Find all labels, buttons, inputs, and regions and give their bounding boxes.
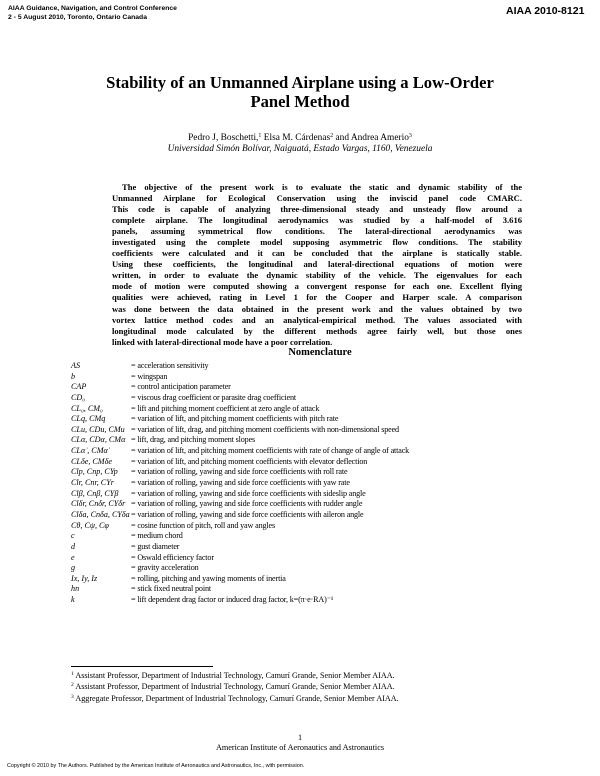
footnote-text: Aggregate Professor, Department of Industrial Technology, Camurí Grande, Senior Member AIAA. [73,693,399,703]
nomenclature-definition: = wingspan [131,371,168,381]
nomenclature-entry [71,425,541,436]
nomenclature-definition: = variation of lift, drag, and pitching moment coefficients with non-dimensional speed [131,424,399,434]
nomenclature-entry [71,457,541,468]
page-footer [0,733,600,753]
nomenclature-symbol: k [71,595,75,605]
nomenclature-definition: = variation of rolling, yawing and side force coefficients with yaw rate [131,478,350,488]
nomenclature-entry [71,467,541,478]
nomenclature-entry [71,584,541,595]
publisher-line: American Institute of Aeronautics and Astronautics [215,743,385,752]
nomenclature-entry [71,574,541,585]
abstract-line: mode of motion were computed showing a convergent response for each one. Excellent flying [112,281,522,292]
abstract-line: The objective of the present work is to evaluate the static and dynamic stability of the [122,182,522,192]
nomenclature-definition: = gravity acceleration [131,563,199,573]
nomenclature-definition: = rolling, pitching and yawing moments of inertia [131,573,286,583]
nomenclature-definition: = control anticipation parameter [131,382,231,392]
nomenclature-definition: = variation of rolling, yawing and side force coefficients with sideslip angle [131,488,366,498]
abstract-line: was done between the data obtained in the present work and the values obtained by two [112,303,522,314]
nomenclature-symbol: CD₀ [71,392,86,402]
nomenclature-symbol: Ix, Iy, Iz [71,573,98,583]
title-line-2: Panel Method [250,92,350,111]
conference-name: AIAA Guidance, Navigation, and Control Conference [8,5,177,12]
nomenclature-entry [71,521,541,532]
abstract-line: Using these coefficients, the longitudinal and lateral-directional equations of motion were [112,259,522,270]
footnotes [71,670,399,704]
nomenclature-entry [71,435,541,446]
nomenclature-entry [71,489,541,500]
footnote-text: Assistant Professor, Department of Industrial Technology, Camurí Grande, Senior Member AIAA. [73,682,395,692]
nomenclature-definition: = variation of rolling, yawing and side force coefficients with aileron angle [131,509,364,519]
nomenclature-list [71,361,541,606]
abstract-line: longitudinal mode calculated by the different methods agree fairly well, but those ones [112,325,522,336]
nomenclature-entry [71,563,541,574]
nomenclature-definition: = lift dependent drag factor or induced drag factor, k=(π·e·RA)⁻¹ [131,595,334,605]
nomenclature-symbol: Clp, Cnp, CYp [71,467,118,477]
nomenclature-symbol: CL₀, CM₀ [71,403,103,413]
author-block [0,133,600,155]
nomenclature-entry [71,414,541,425]
abstract-line: written, in order to evaluate the dynamic stability of the vehicle. The eigenvalues for each [112,270,522,281]
abstract-line: linked with lateral-directional mode have a poor correlation. [112,336,333,347]
abstract-line: qualities were achieved, rating in Level 1 for the Cooper and Harper scale. A comparison [112,292,522,303]
nomenclature-symbol: e [71,552,75,562]
nomenclature-entry [71,382,541,393]
abstract-line: This code is capable of analyzing three-dimensional steady and unsteady flow around a [112,204,522,215]
footnote-text: Assistant Professor, Department of Industrial Technology, Camurí Grande, Senior Member AIAA. [73,671,395,680]
abstract-line: Unmanned Airplane for Ecological Conservation using the inviscid panel code CMARC. [112,193,522,204]
author-1-footnote-mark: 1 [258,133,262,139]
nomenclature-symbol: CLu, CDu, CMu [71,424,125,434]
nomenclature-definition: = viscous drag coefficient or parasite drag coefficient [131,392,297,402]
nomenclature-entry [71,542,541,553]
nomenclature-entry [71,553,541,564]
abstract-line: investigated using the complete model supposing asymmetric flow conditions. The stability [112,237,522,248]
footnote-divider [71,666,213,667]
nomenclature-entry [71,478,541,489]
nomenclature-definition: = variation of lift, and pitching moment coefficients with rate of change of angle of attack [131,446,410,456]
nomenclature-entry [71,595,541,606]
footnote [71,670,399,681]
title-line-1: Stability of an Unmanned Airplane using a Low-Order [106,73,494,92]
nomenclature-entry [71,499,541,510]
nomenclature-heading: Nomenclature [288,347,352,358]
nomenclature-symbol: AS [71,361,81,370]
abstract [112,182,522,348]
nomenclature-entry [71,446,541,457]
author-2-footnote-mark: 2 [330,133,334,139]
footnote-mark: 2 [71,682,74,689]
footnote [71,693,399,704]
abstract-line: vortex lattice method codes and an analytical-empirical method. The values associated with [112,314,522,325]
nomenclature-entry [71,393,541,404]
nomenclature-definition: = variation of rolling, yawing and side force coefficients with rudder angle [131,499,363,509]
nomenclature-symbol: d [71,541,76,551]
nomenclature-definition: = medium chord [131,531,183,541]
nomenclature-definition: = lift and pitching moment coefficient at zero angle of attack [131,403,320,413]
paper-id: AIAA 2010-8121 [506,5,585,17]
footnote-mark: 3 [71,693,74,700]
paper-title [0,73,600,111]
nomenclature-definition: = variation of lift, and pitching moment coefficients with pitch rate [131,414,339,424]
author-3: and Andrea Amerio [333,133,409,143]
nomenclature-definition: = gust diameter [131,541,180,551]
nomenclature-entry [71,361,541,372]
nomenclature-symbol: c [71,531,75,541]
nomenclature-symbol: g [71,563,76,573]
nomenclature-entry [71,372,541,383]
nomenclature-symbol: Clδr, Cnδr, CYδr [71,499,126,509]
nomenclature-definition: = cosine function of pitch, roll and yaw angles [131,520,275,530]
abstract-line: complete airplane. The longitudinal aerodynamics was studied by a half-model of 3.616 [112,215,522,226]
nomenclature-symbol: Cθ, Cψ, Cφ [71,520,109,530]
abstract-line: coefficients were calculated and it can be concluded that the airplane is statically stable. [112,248,522,259]
nomenclature-definition: = stick fixed neutral point [131,584,211,594]
author-3-footnote-mark: 3 [408,133,412,139]
footnote [71,681,399,692]
nomenclature-symbol: CLα̇ , CMα̇ [71,446,108,456]
author-2: Elsa M. Cárdenas [261,133,331,143]
nomenclature-symbol: Clβ, Cnβ, CYβ [71,488,119,498]
nomenclature-definition: = acceleration sensitivity [131,361,209,370]
page-number: 1 [297,733,303,742]
nomenclature-symbol: hn [71,584,80,594]
affiliation: Universidad Simón Bolívar, Naiguatá, Estado Vargas, 1160, Venezuela [167,144,433,154]
nomenclature-definition: = Oswald efficiency factor [131,552,214,562]
nomenclature-definition: = variation of rolling, yawing and side force coefficients with roll rate [131,467,348,477]
nomenclature-entry [71,510,541,521]
conference-dates: 2 - 5 August 2010, Toronto, Ontario Canada [8,13,147,21]
nomenclature-symbol: CAP [71,382,87,392]
nomenclature-symbol: Clδa, Cnδa, CYδa [71,509,130,519]
nomenclature-entry [71,404,541,415]
nomenclature-symbol: CLδe, CMδe [71,456,112,466]
nomenclature-entry [71,531,541,542]
abstract-line: panels, assuming symmetrical flow conditions. The lateral-directional aerodynamics was [112,226,522,237]
author-1: Pedro J, Boschetti, [188,133,259,143]
copyright-notice: Copyright © 2010 by The Authors. Published by the American Institute of Aeronautics and Astronautics, Inc., with permission. [7,763,305,769]
nomenclature-symbol: CLα, CDα, CMα [71,435,126,445]
nomenclature-symbol: Clr, Cnr, CYr [71,478,114,488]
nomenclature-definition: = variation of lift, and pitching moment coefficients with elevator deflection [131,456,368,466]
nomenclature-definition: = lift, drag, and pitching moment slopes [131,435,256,445]
conference-header [8,5,177,22]
author-list [0,133,600,144]
nomenclature-symbol: CLq, CMq [71,414,106,424]
footnote-mark: 1 [71,671,74,677]
nomenclature-symbol: b [71,371,76,381]
